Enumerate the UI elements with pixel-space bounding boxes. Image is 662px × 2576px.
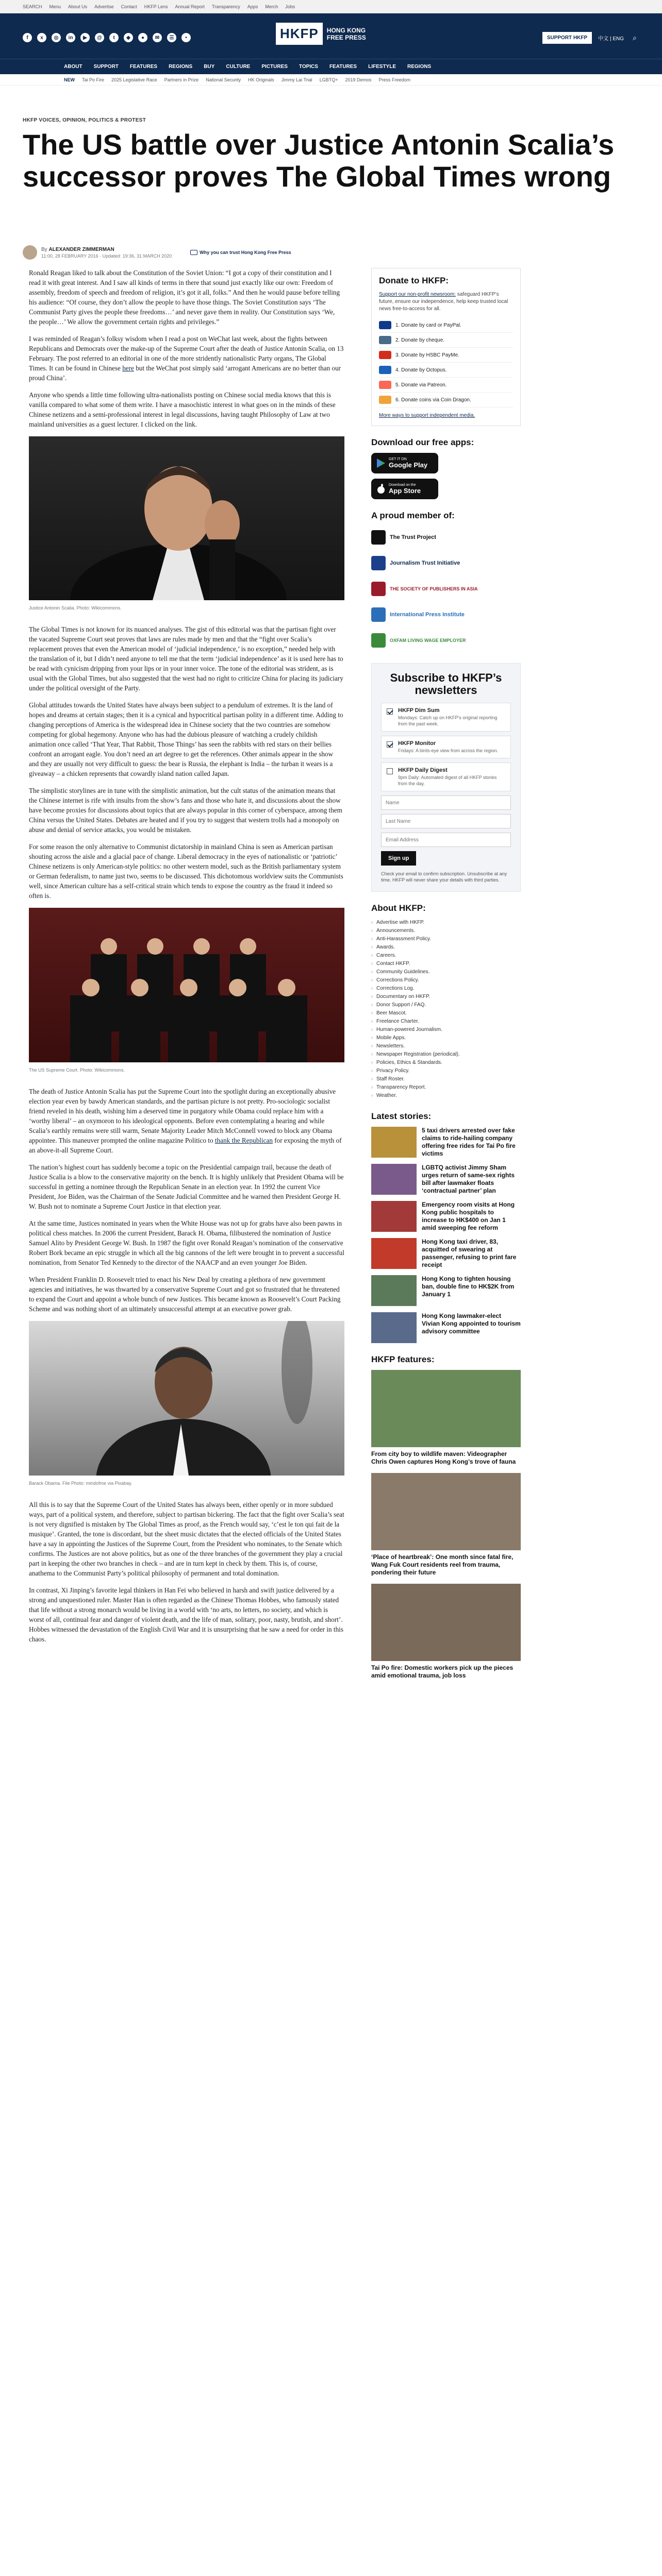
checkbox-unchecked[interactable]	[387, 768, 393, 774]
google-play-icon	[376, 458, 386, 468]
article-paragraph: Anyone who spends a little time following ultra-nationalists posting on Chinese social media knows that this is vanilla compared to what some of them write. I have a masochistic interest in what goes on in the minds of these Chinese netizens and a semi-professional interest in legal discussions, having taught Philosophy of Law at two mainland universities as a guest lecturer. I clicked on the link.	[29, 391, 336, 428]
members-box	[371, 511, 521, 652]
donate-method-coin[interactable]	[379, 393, 513, 408]
member-label: The Trust Project	[390, 534, 436, 540]
about-link[interactable]: › Policies, Ethics & Standards.	[371, 1059, 521, 1067]
figure-supreme-court	[29, 908, 344, 1075]
nav-pictures[interactable]: PICTURES	[261, 64, 288, 70]
paragraph-text: for exposing the myth of an above-it-all Supreme Court.	[29, 1137, 342, 1154]
checkbox-checked[interactable]	[387, 741, 393, 748]
supreme-court-photo-art	[29, 908, 344, 1062]
medium-icon[interactable]: •	[181, 33, 191, 42]
newsletter-option-title: HKFP Monitor	[398, 740, 436, 747]
donate-method-payme[interactable]	[379, 348, 513, 363]
newsletter-box	[371, 663, 521, 892]
story-title[interactable]: Hong Kong taxi driver, 83, acquitted of swearing at passenger, refusing to print fare receipt	[422, 1238, 517, 1268]
member-label: OXFAM LIVING WAGE EMPLOYER	[390, 637, 466, 643]
logo-line-2: FREE PRESS	[326, 33, 366, 41]
apple-icon	[376, 484, 386, 494]
newsletter-heading: Subscribe to HKFP’s newsletters	[390, 671, 502, 697]
member-label: Journalism Trust Initiative	[390, 560, 460, 566]
nav-about[interactable]: ABOUT	[64, 64, 82, 70]
about-link[interactable]: › Newsletters.	[371, 1042, 521, 1050]
newsletter-note: Check your email to confirm subscription. Unsubscribe at any time. HKFP will never share your details with third parties.	[381, 871, 507, 883]
article-categories[interactable]: HKFP VOICES, OPINION, POLITICS & PROTEST	[23, 117, 146, 123]
trending-new-label: NEW	[64, 77, 75, 82]
donate-intro-link[interactable]: Support our non-profit newsroom:	[379, 292, 456, 297]
signup-button[interactable]: Sign up	[381, 851, 416, 866]
latest-story[interactable]	[371, 1238, 521, 1269]
figure-obama	[29, 1321, 344, 1488]
topbar-about-link[interactable]: About Us	[68, 4, 88, 9]
donate-method-label: 6. Donate coins via Coin Dragon.	[395, 397, 471, 403]
about-list	[371, 919, 521, 1100]
article-paragraph	[29, 334, 344, 383]
topbar-transparency-link[interactable]: Transparency	[212, 4, 240, 9]
main-nav	[0, 59, 662, 74]
donate-intro	[379, 291, 513, 313]
article-paragraph: The simplistic storylines are in tune with the simplistic animation, but the cult status of the animation means that the Chinese internet is rife with insults from the show’s fans and those who hate it, and discussions about the show have become proxies for discussions about topics that are always popular in this corner of cyberspace, among them China versus the United States. Debates are heated and if you try to suggest that western trolls had a monopoly on abuse and denial of service attacks, you would be mistaken.	[29, 787, 342, 834]
trending-bar	[0, 74, 662, 86]
cheque-icon	[379, 336, 391, 344]
last-name-field[interactable]	[381, 814, 511, 828]
about-link[interactable]: › Careers.	[371, 952, 521, 960]
inline-link-politico[interactable]: thank the Republican	[214, 1137, 273, 1144]
nav-topics[interactable]: TOPICS	[299, 64, 318, 70]
latest-heading: Latest stories:	[371, 1111, 432, 1121]
member-sopa[interactable]	[371, 578, 521, 600]
feature-thumbnail[interactable]	[371, 1584, 521, 1661]
checkbox-checked[interactable]	[387, 708, 393, 715]
article-paragraph: In contrast, Xi Jinping’s favorite legal thinkers in Han Fei who believed in harsh and swift justice delivered by a strong and unquestioned ruler. Master Han is often regarded as the Chinese Thomas Hobbes, who famously stated that life without a strong monarch would be living in a world with ‘no arts, no letters, no society, and which is worst of all, continual fear and danger of violent death, and the life of man, solitary, poor, nasty, brutish, and short’. Hobbes witnessed the devastation of the English Civil War and it is unsurprising that he saw a need for order in this chaos.	[29, 1586, 343, 1643]
feature-thumbnail[interactable]	[371, 1370, 521, 1447]
donate-heading: Donate to HKFP:	[379, 276, 449, 285]
article-paragraph: The Global Times is not known for its nuanced analyses. The gist of this editorial was that the partisan fight over the vacated Supreme Court seat proves that laws are rules made by men and that the “fight over Scalia’s replacement proves that even the American model of ‘judicial independence,’ is no exception,” needed help with the translation of it, but I didn’t need anyone to tell me that the term ‘judicial independence’ as it is used here has to be read with cynicism dripping from your lips or in your inner voice. The tone of the editorial was strident, as is usual with the Global Times, but also suggested that the west had no right to criticize China for placing its judiciary under the political oversight of the Party.	[29, 625, 343, 692]
donate-more-link[interactable]: More ways to support independent media.	[379, 413, 475, 418]
octopus-icon	[379, 366, 391, 374]
nav-buy[interactable]: BUY	[204, 64, 215, 70]
author-name[interactable]: ALEXANDER ZIMMERMAN	[48, 246, 114, 252]
feature-title[interactable]: ‘Place of heartbreak’: One month since fatal fire, Wang Fuk Court residents reel from trauma, pondering their future	[371, 1553, 514, 1576]
obama-photo[interactable]	[29, 1321, 344, 1476]
author-avatar[interactable]	[23, 245, 37, 260]
paypal-icon	[379, 321, 391, 329]
story-title[interactable]: Emergency room visits at Hong Kong public hospitals to increase to HK$400 on Jan 1 amid sweeping fee reform	[422, 1201, 515, 1231]
feature-story[interactable]	[371, 1473, 521, 1577]
donate-method-card[interactable]	[379, 318, 513, 333]
member-ipi[interactable]	[371, 603, 521, 626]
latest-story[interactable]	[371, 1164, 521, 1195]
about-link[interactable]: › Privacy Policy.	[371, 1067, 521, 1075]
article-dates: 11:00, 28 FEBRUARY 2016 · Updated: 19:36, 31 MARCH 2020	[41, 253, 172, 259]
email-field[interactable]	[381, 833, 511, 847]
threads-icon[interactable]: @	[95, 33, 104, 42]
linkedin-icon[interactable]: in	[66, 33, 75, 42]
jti-logo	[371, 556, 386, 570]
google-play-button[interactable]	[371, 453, 438, 473]
header-actions	[542, 32, 639, 44]
article-paragraph: For some reason the only alternative to Communist dictatorship in mainland China is seen as American partisan shouting across the aisle and a glacial pace of change. Liberal democracy in the eyes of nationalistic or ‘patriotic’ Chinese netizens is only American-style politics: no other western model, such as the British parliamentary system or German federalism, to name just two, seems to be discussed. This dichotomous worldview suits the Communists well, since American culture has a self-critical strain which tends to expose the country as the fraud it indeed so often is.	[29, 843, 343, 900]
nav-features-2[interactable]: FEATURES	[329, 64, 357, 70]
story-title[interactable]: Hong Kong lawmaker-elect Vivian Kong appointed to tourism advisory committee	[422, 1312, 521, 1335]
scalia-photo[interactable]	[29, 436, 344, 600]
about-heading: About HKFP:	[371, 903, 426, 913]
trending-item[interactable]: Press Freedom	[378, 77, 411, 82]
story-title[interactable]: LGBTQ activist Jimmy Sham urges return of same-sex rights bill after lawmaker floats ‘contractual partner’ plan	[422, 1164, 515, 1194]
language-switch[interactable]: 中文 | ENG	[598, 36, 624, 42]
trending-item[interactable]: Jimmy Lai Trial	[281, 77, 312, 82]
article-paragraph: All this is to say that the Supreme Court of the United States has always been, either openly or in more subdued ways, part of a political system, and therefore, subject to partisan bickering. The fact that the fight over Scalia’s seat is not very dignified is mistaken by The Global Times as proof, as the French would say, ‘c’est le ton qui fait de la musique’. Granted, the tone is discordant, but the sheet music dictates that the elected officials of the United States have a say in appointing the Justices of the Supreme Court, from the President who nominates, to the Senate which confirms. The Justices are not above politics, but as one of the three branches of the government they play a crucial part in keeping the other two branches in check – and are in turn kept in check by them. This is, of course, anathema to the Communist Party’s political philosophy of permanent and total domination.	[29, 1501, 344, 1577]
trust-badge-icon	[190, 250, 197, 255]
article-paragraph: Global attitudes towards the United States have always been subject to a pendulum of extremes. It is the land of hopes and dreams at certain stages; then it is a cynical and hypocritical partisan polity in a different time. Adding to changing perceptions of America is the widespread idea in Chinese society that the two countries are somehow competing for global hegemony. Anyone who has had the dubious pleasure of watching a crudely childish animation once called ‘That Year, That Rabbit, Those Things’ has seen the rabbits with red stars on their bellies confront an arrogant eagle. You don’t need an art degree to get the references. Other animals appear in the show and they are usually not very difficult to guess: the bear is Russia, the elephant is India – the turban it wears is a giveaway – a chicken represents that cowardly island nation called Japan.	[29, 701, 343, 777]
article-body	[29, 268, 344, 1651]
newsletter-option-monitor[interactable]	[381, 736, 511, 758]
facebook-icon[interactable]: f	[23, 33, 32, 42]
about-link[interactable]: › Newspaper Registration (periodical).	[371, 1050, 521, 1059]
site-logo[interactable]	[276, 23, 366, 45]
sidebar	[371, 268, 521, 1691]
about-link[interactable]: › Community Guidelines.	[371, 968, 521, 976]
nav-culture[interactable]: CULTURE	[226, 64, 251, 70]
member-jti[interactable]	[371, 552, 521, 574]
topbar-contact-link[interactable]: Contact	[121, 4, 137, 9]
about-link[interactable]: › Anti-Harassment Policy.	[371, 935, 521, 943]
newsletter-option-desc: Fridays: A birds-eye view from across the region.	[398, 748, 499, 753]
trending-item[interactable]: National Security	[206, 77, 241, 82]
latest-story[interactable]	[371, 1127, 521, 1158]
paragraph-text: The death of Justice Antonin Scalia has put the Supreme Court into the spotlight during an exceptionally abusive election year even by bawdy American standards, and the partisan picture is not pretty. Pro-sociologic socialist friend reveled in his death, wishing him a deserved time in purgatory while Obama could replace him with a ‘worthy liberal’ – an oxymoron to his ideological opponents. Before even contemplating a hearing and while Scalia’s earthly remains were still warm, Senate Majority Leader Mitch McConnell vowed to block any Obama appointee. This maneuver prompted the online magazine Politico to	[29, 1088, 336, 1144]
topbar-merch-link[interactable]: Merch	[265, 4, 278, 9]
topbar-search-link[interactable]: SEARCH	[23, 4, 42, 9]
instagram-icon[interactable]: ◎	[52, 33, 61, 42]
member-trust-project[interactable]	[371, 526, 521, 549]
about-link[interactable]: › Contact HKFP.	[371, 960, 521, 968]
donate-intro-text: safeguard HKFP’s future, ensure our independence, help keep trusted local news free-to-access for all.	[379, 292, 508, 312]
story-thumbnail[interactable]	[371, 1164, 417, 1195]
story-thumbnail[interactable]	[371, 1312, 417, 1343]
article-paragraph: The nation’s highest court has suddenly become a topic on the Presidential campaign trail, because the death of Justice Scalia is a blow to the conservative majority on the bench. It is highly unlikely that President Obama will be successful in getting a nominee through the Republican Senate in an election year. In 1992 the current Vice President, Joe Biden, was the Chairman of the Senate Judicial Committee and he warned then President George H. W. Bush not to nominate a Supreme Court Justice in that election year.	[29, 1163, 344, 1210]
about-link[interactable]: › Staff Roster.	[371, 1075, 521, 1083]
trust-link[interactable]	[190, 250, 291, 255]
paragraph-text: I was reminded of Reagan’s folksy wisdom when I read a post on WeChat last week, about the fights between Republicans and Democrats over the make-up of the Supreme Court after the death of Justice Antonin Scalia, on 13 February. The post referred to an editorial in one of the more stridently nationalistic Party organs, The Global Times. It can be found in Chinese	[29, 335, 344, 372]
coin-dragon-icon	[379, 396, 391, 404]
topbar-menu-link[interactable]: Menu	[49, 4, 61, 9]
lang-en[interactable]: ENG	[613, 36, 624, 42]
nav-features[interactable]: FEATURES	[129, 64, 158, 70]
story-thumbnail[interactable]	[371, 1201, 417, 1232]
donate-method-label: 1. Donate by card or PayPal.	[395, 322, 461, 328]
story-thumbnail[interactable]	[371, 1238, 417, 1269]
latest-story[interactable]	[371, 1275, 521, 1306]
logo-mark: HKFP	[276, 23, 323, 45]
social-links	[23, 33, 191, 42]
figure-caption: Barack Obama. File Photo: mindofme via Pixabay.	[29, 1481, 133, 1486]
email-icon[interactable]: ✉	[153, 33, 162, 42]
scalia-photo-art	[29, 436, 344, 600]
about-link[interactable]: › Awards.	[371, 943, 521, 952]
figure-caption: Justice Antonin Scalia. Photo: Wikicommons.	[29, 605, 122, 611]
newsletter-option-title: HKFP Daily Digest	[398, 767, 448, 773]
about-link[interactable]: › Advertise with HKFP.	[371, 919, 521, 927]
donate-method-label: 4. Donate by Octopus.	[395, 367, 447, 373]
support-hkfp-button[interactable]: SUPPORT HKFP	[542, 32, 592, 44]
story-title[interactable]: 5 taxi drivers arrested over fake claims to ride-hailing company offering free rides for Tai Po fire victims	[422, 1127, 516, 1157]
topbar-annual-report-link[interactable]: Annual Report	[175, 4, 205, 9]
author-prefix: By	[41, 246, 47, 252]
about-box	[371, 903, 521, 1100]
app-store-big: App Store	[389, 487, 421, 495]
apps-box	[371, 437, 521, 499]
figure-scalia	[29, 436, 344, 613]
features-heading: HKFP features:	[371, 1354, 435, 1364]
story-thumbnail[interactable]	[371, 1127, 417, 1158]
payme-icon	[379, 351, 391, 359]
features-box	[371, 1354, 521, 1680]
sopa-logo	[371, 582, 386, 596]
trending-item[interactable]: Tai Po Fire	[82, 77, 105, 82]
latest-box	[371, 1111, 521, 1343]
google-play-big: Google Play	[389, 461, 428, 469]
member-oxfam[interactable]	[371, 629, 521, 652]
feature-story[interactable]	[371, 1584, 521, 1680]
newsletter-option-desc: 9pm Daily: Automated digest of all HKFP stories from the day.	[398, 775, 497, 786]
paragraph-text: but the WeChat post simply said ‘arrogant Americans are no better than our proud China’.	[29, 364, 341, 382]
donate-method-cheque[interactable]	[379, 333, 513, 348]
topbar-lens-link[interactable]: HKFP Lens	[144, 4, 168, 9]
story-thumbnail[interactable]	[371, 1275, 417, 1306]
oxfam-logo	[371, 633, 386, 648]
top-utility-bar	[0, 0, 662, 13]
about-link[interactable]: › Mobile Apps.	[371, 1034, 521, 1042]
search-icon[interactable]: ⌕	[633, 33, 637, 42]
about-link[interactable]: › Human-powered Journalism.	[371, 1026, 521, 1034]
byline	[23, 242, 291, 263]
nav-regions[interactable]: REGIONS	[169, 64, 193, 70]
x-icon[interactable]: x	[37, 33, 46, 42]
logo-line-1: HONG KONG	[326, 26, 366, 34]
donate-method-label: 2. Donate by cheque.	[395, 337, 445, 343]
youtube-icon[interactable]: ▶	[80, 33, 90, 42]
about-link[interactable]: › Corrections Log.	[371, 985, 521, 993]
google-play-small: GET IT ON	[389, 457, 407, 461]
donate-method-label: 5. Donate via Patreon.	[395, 382, 447, 388]
topbar-jobs-link[interactable]: Jobs	[285, 4, 295, 9]
mastodon-icon[interactable]: ●	[138, 33, 147, 42]
inline-link-here[interactable]: here	[122, 364, 134, 372]
article-paragraph	[29, 1087, 344, 1155]
trending-item[interactable]: LGBTQ+	[319, 77, 338, 82]
donate-method-patreon[interactable]	[379, 378, 513, 393]
obama-photo-art	[29, 1321, 344, 1476]
about-link[interactable]: › Documentary on HKFP.	[371, 993, 521, 1001]
article-title: The US battle over Justice Antonin Scalia’s successor proves The Global Times wrong	[23, 128, 615, 193]
article-paragraph: When President Franklin D. Roosevelt tried to enact his New Deal by creating a plethora of new government agencies and initiatives, he was thwarted by a conservative Supreme Court and got so frustrated that he threatened to expand the Court and appoint a whole bunch of new Justices. This became known as Roosevelt’s Court Packing Scheme and was nothing short of an ultimately unsuccessful attempt at an executive power grab.	[29, 1276, 341, 1313]
site-header	[0, 13, 662, 59]
byline-text	[41, 247, 172, 259]
topbar-advertise-link[interactable]: Advertise	[94, 4, 114, 9]
about-link[interactable]: › Corrections Policy.	[371, 976, 521, 985]
telegram-icon[interactable]: t	[109, 33, 119, 42]
trending-item[interactable]: 2019 Demos	[345, 77, 372, 82]
feature-title[interactable]: From city boy to wildlife maven: Videographer Chris Owen captures Hong Kong’s trove of fauna	[371, 1450, 516, 1465]
figure-caption: The US Supreme Court. Photo: Wikicommons.	[29, 1067, 125, 1073]
member-label: International Press Institute	[390, 611, 465, 618]
ipi-logo	[371, 607, 386, 622]
newsletter-option-title: HKFP Dim Sum	[398, 707, 440, 714]
supreme-court-photo[interactable]	[29, 908, 344, 1062]
nav-support[interactable]: SUPPORT	[93, 64, 119, 70]
newsletter-option-desc: Mondays: Catch up on HKFP’s original reporting from the past week.	[398, 715, 498, 726]
about-link[interactable]: › Donor Support / FAQ.	[371, 1001, 521, 1009]
topbar-apps-link[interactable]: Apps	[247, 4, 258, 9]
logo-text	[327, 27, 366, 41]
nav-regions-2[interactable]: REGIONS	[407, 64, 432, 70]
about-link[interactable]: › Weather.	[371, 1092, 521, 1100]
article-paragraph: At the same time, Justices nominated in years when the White House was not up for grabs have also been pawns in political chess matches. In 2006 the current President, Barack H. Obama, filibustered the nomination of Justice Samuel Alito by President George W. Bush. In 1987 the fight over Ronald Reagan’s nomination of the conservative Robert Bork became an epic struggle in which all the big cannons of the left were brought in to prevent a successful nomination, from Senator Ted Kennedy to the director of the NAACP and an even younger Joe Biden.	[29, 1219, 344, 1266]
feature-title[interactable]: Tai Po fire: Domestic workers pick up the pieces amid emotional trauma, job loss	[371, 1664, 514, 1679]
story-title[interactable]: Hong Kong to tighten housing ban, double fine to HK$2K from January 1	[422, 1275, 515, 1298]
rss-icon[interactable]: ☰	[167, 33, 176, 42]
feature-thumbnail[interactable]	[371, 1473, 521, 1550]
about-link[interactable]: › Beer Mascot.	[371, 1009, 521, 1018]
bluesky-icon[interactable]: ◆	[124, 33, 133, 42]
lang-zh[interactable]: 中文	[598, 36, 609, 42]
name-field[interactable]	[381, 795, 511, 810]
about-link[interactable]: › Transparency Report.	[371, 1083, 521, 1092]
about-link[interactable]: › Freelance Charter.	[371, 1018, 521, 1026]
patreon-icon	[379, 381, 391, 389]
feature-story[interactable]	[371, 1370, 521, 1466]
trending-item[interactable]: HK Originals	[248, 77, 274, 82]
members-heading: A proud member of:	[371, 511, 455, 520]
article-paragraph: Ronald Reagan liked to talk about the Constitution of the Soviet Union: “I got a copy of their constitution and I read it with great interest. And I saw all kinds of terms in there that sound just exactly like our own: Freedom of assembly, freedom of speech and freedom of religion, it’s got it all, folks.” And then he would pause before telling his audience: “Of course, they don’t allow the people to have those things. The Soviet Constitution says ‘The Communist Party gives the people these freedoms…’ and never gave them in reality. Our Constitution says ‘We, the people…’ We allow the government certain rights and privileges.”	[29, 269, 340, 326]
trending-item[interactable]: 2025 Legislative Race	[111, 77, 157, 82]
latest-story[interactable]	[371, 1312, 521, 1343]
nav-lifestyle[interactable]: LIFESTYLE	[368, 64, 396, 70]
apps-heading: Download our free apps:	[371, 437, 474, 447]
app-store-button[interactable]	[371, 479, 438, 499]
trending-item[interactable]: Partners in Prize	[164, 77, 199, 82]
newsletter-option-dim-sum[interactable]	[381, 703, 511, 732]
donate-method-label: 3. Donate by HSBC PayMe.	[395, 352, 459, 358]
member-label: THE SOCIETY OF PUBLISHERS IN ASIA	[390, 586, 478, 591]
trust-label: Why you can trust Hong Kong Free Press	[200, 250, 291, 255]
about-link[interactable]: › Announcements.	[371, 927, 521, 935]
trust-project-logo	[371, 530, 386, 545]
donate-method-octopus[interactable]	[379, 363, 513, 378]
app-store-small: Download on the	[389, 483, 416, 487]
donate-box	[371, 268, 521, 426]
newsletter-option-digest[interactable]	[381, 762, 511, 791]
latest-story[interactable]	[371, 1201, 521, 1232]
